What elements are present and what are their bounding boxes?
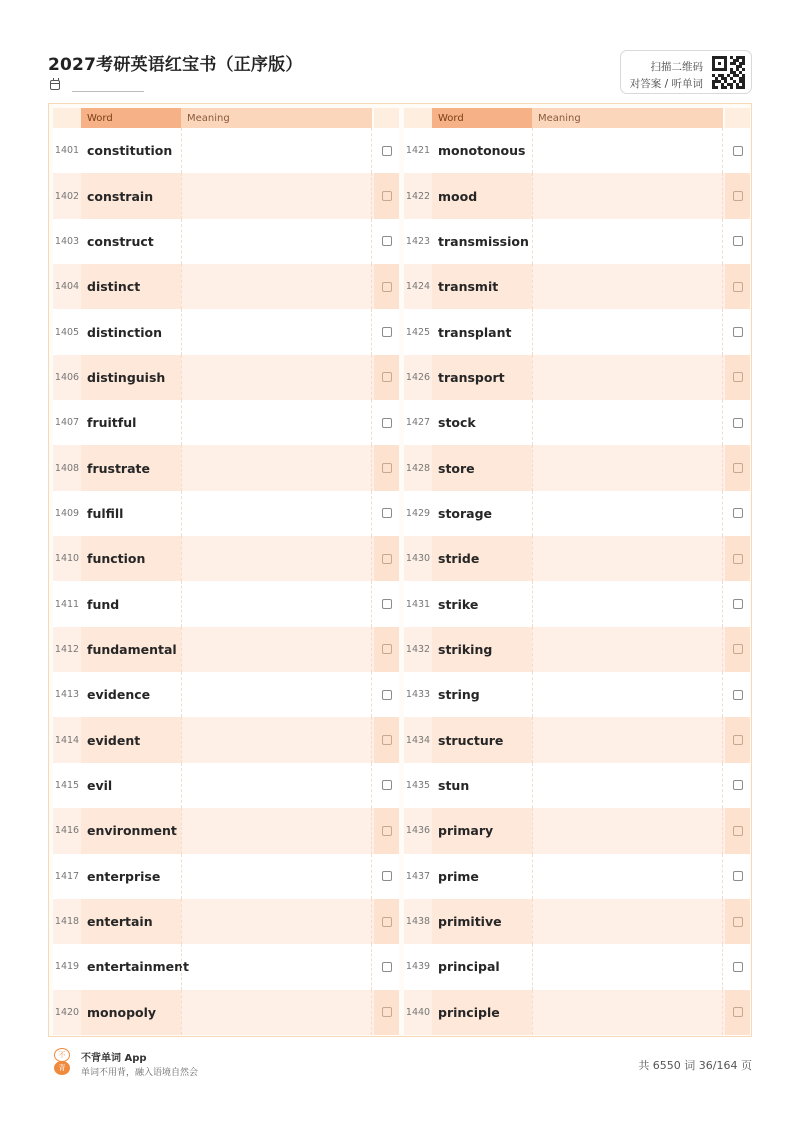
meaning-cell[interactable] [181, 763, 372, 808]
checkbox-icon[interactable] [733, 191, 743, 201]
header-meaning: Meaning [181, 108, 372, 128]
word-text: strike [438, 596, 479, 612]
word-text: string [438, 687, 480, 703]
table-row [53, 672, 399, 717]
word-number: 1437 [405, 870, 431, 882]
checkbox-cell[interactable] [374, 128, 399, 173]
checkbox-icon[interactable] [733, 826, 743, 836]
word-number: 1418 [54, 916, 80, 928]
checkbox-icon[interactable] [382, 463, 392, 473]
checkbox-cell[interactable] [725, 944, 750, 989]
checkbox-icon[interactable] [733, 554, 743, 564]
meaning-cell[interactable] [181, 808, 372, 853]
checkbox-icon[interactable] [382, 508, 392, 518]
header-number-cell [53, 108, 81, 128]
meaning-cell[interactable] [181, 219, 372, 264]
word-number: 1436 [405, 825, 431, 837]
checkbox-cell[interactable] [374, 899, 399, 944]
meaning-cell[interactable] [181, 400, 372, 445]
table-row [53, 990, 399, 1035]
word-text: stun [438, 777, 470, 793]
checkbox-cell[interactable] [725, 627, 750, 672]
word-text: monotonous [438, 143, 526, 159]
table-row [53, 717, 399, 762]
checkbox-cell[interactable] [725, 219, 750, 264]
meaning-cell[interactable] [181, 990, 372, 1035]
checkbox-cell[interactable] [374, 264, 399, 309]
checkbox-icon[interactable] [733, 644, 743, 654]
table-row [53, 400, 399, 445]
checkbox-icon[interactable] [382, 418, 392, 428]
checkbox-icon[interactable] [382, 282, 392, 292]
checkbox-icon[interactable] [733, 282, 743, 292]
word-text: frustrate [81, 445, 181, 490]
checkbox-cell[interactable] [725, 128, 750, 173]
checkbox-cell[interactable] [725, 400, 750, 445]
word-text: constitution [87, 143, 173, 159]
meaning-cell[interactable] [532, 899, 723, 944]
word-number: 1427 [405, 417, 431, 429]
word-text: construct [87, 233, 154, 249]
meaning-cell[interactable] [532, 944, 723, 989]
word-number: 1402 [54, 190, 80, 202]
checkbox-icon[interactable] [733, 917, 743, 927]
qr-code-icon[interactable] [712, 56, 745, 89]
checkbox-cell[interactable] [374, 990, 399, 1035]
word-number: 1422 [405, 190, 431, 202]
word-number: 1423 [405, 235, 431, 247]
checkbox-cell[interactable] [374, 173, 399, 218]
header-check-cell [725, 108, 750, 128]
table-row [404, 355, 750, 400]
meaning-cell[interactable] [181, 581, 372, 626]
meaning-cell[interactable] [181, 173, 372, 218]
meaning-cell[interactable] [181, 672, 372, 717]
checkbox-cell[interactable] [725, 672, 750, 717]
word-number: 1409 [54, 507, 80, 519]
word-text: entertainment [87, 959, 189, 975]
word-number: 1439 [405, 961, 431, 973]
meaning-cell[interactable] [532, 627, 723, 672]
meaning-cell[interactable] [532, 264, 723, 309]
checkbox-icon[interactable] [733, 1007, 743, 1017]
checkbox-cell[interactable] [725, 536, 750, 581]
meaning-cell[interactable] [181, 309, 372, 354]
table-row [53, 491, 399, 536]
word-text: store [432, 445, 532, 490]
checkbox-icon[interactable] [733, 418, 743, 428]
checkbox-cell[interactable] [725, 808, 750, 853]
checkbox-icon[interactable] [382, 554, 392, 564]
word-number: 1419 [54, 961, 80, 973]
meaning-cell[interactable] [532, 400, 723, 445]
word-number: 1415 [54, 779, 80, 791]
table-row [53, 128, 399, 173]
word-text: fruitful [87, 415, 137, 431]
word-number: 1414 [54, 734, 80, 746]
checkbox-cell[interactable] [374, 672, 399, 717]
meaning-cell[interactable] [181, 899, 372, 944]
word-text: transmit [432, 264, 532, 309]
checkbox-cell[interactable] [725, 990, 750, 1035]
checkbox-cell[interactable] [374, 491, 399, 536]
qr-label-scan: 扫描二维码 [650, 61, 703, 73]
checkbox-icon[interactable] [382, 599, 392, 609]
table-row [53, 581, 399, 626]
word-number: 1425 [405, 326, 431, 338]
word-number: 1417 [54, 870, 80, 882]
word-number: 1405 [54, 326, 80, 338]
word-text: principle [432, 990, 532, 1035]
word-number: 1432 [405, 643, 431, 655]
table-row [404, 264, 750, 309]
word-text: fund [87, 596, 120, 612]
table-row [53, 899, 399, 944]
checkbox-icon[interactable] [733, 599, 743, 609]
word-text: stride [432, 536, 532, 581]
table-row [404, 808, 750, 853]
word-text: principal [438, 959, 500, 975]
word-text: enterprise [87, 868, 161, 884]
app-name: 不背单词 App [81, 1053, 147, 1064]
table-row [53, 808, 399, 853]
qr-label-answers: 对答案 / 听单词 [629, 78, 703, 90]
word-number: 1440 [405, 1006, 431, 1018]
logo-top: 不 [54, 1048, 70, 1062]
checkbox-cell[interactable] [374, 944, 399, 989]
word-number: 1421 [405, 145, 431, 157]
checkbox-icon[interactable] [382, 690, 392, 700]
word-text: stock [438, 415, 476, 431]
word-text: distinguish [81, 355, 181, 400]
table-row [404, 219, 750, 264]
vocab-column-left [53, 108, 399, 1035]
checkbox-cell[interactable] [725, 173, 750, 218]
checkbox-icon[interactable] [733, 372, 743, 382]
word-number: 1424 [405, 281, 431, 293]
word-number: 1433 [405, 689, 431, 701]
table-row [404, 990, 750, 1035]
word-number: 1420 [54, 1006, 80, 1018]
word-number: 1406 [54, 371, 80, 383]
checkbox-cell[interactable] [374, 763, 399, 808]
checkbox-icon[interactable] [382, 826, 392, 836]
word-text: distinction [87, 324, 162, 340]
word-text: transplant [438, 324, 512, 340]
meaning-cell[interactable] [532, 854, 723, 899]
word-text: monopoly [81, 990, 181, 1035]
meaning-cell[interactable] [532, 445, 723, 490]
word-number: 1408 [54, 462, 80, 474]
checkbox-icon[interactable] [733, 236, 743, 246]
meaning-cell[interactable] [532, 309, 723, 354]
right-rows [404, 128, 750, 1035]
word-text: fulfill [87, 505, 124, 521]
word-text: structure [432, 717, 532, 762]
word-text: environment [81, 808, 181, 853]
vocab-table-frame [48, 103, 752, 1037]
table-row [404, 581, 750, 626]
checkbox-icon[interactable] [382, 327, 392, 337]
meaning-cell[interactable] [532, 491, 723, 536]
checkbox-cell[interactable] [725, 355, 750, 400]
word-text: storage [438, 505, 493, 521]
checkbox-icon[interactable] [382, 372, 392, 382]
table-row [53, 219, 399, 264]
word-text: evidence [87, 687, 151, 703]
calendar-icon [50, 80, 60, 90]
meaning-cell[interactable] [532, 763, 723, 808]
word-number: 1407 [54, 417, 80, 429]
meaning-cell[interactable] [181, 355, 372, 400]
checkbox-cell[interactable] [374, 536, 399, 581]
table-row [404, 944, 750, 989]
word-number: 1435 [405, 779, 431, 791]
word-text: evident [81, 717, 181, 762]
word-number: 1438 [405, 916, 431, 928]
checkbox-cell[interactable] [374, 400, 399, 445]
checkbox-cell[interactable] [374, 219, 399, 264]
meaning-cell[interactable] [181, 264, 372, 309]
checkbox-icon[interactable] [733, 146, 743, 156]
table-header [404, 108, 750, 128]
word-text: transmission [438, 233, 529, 249]
checkbox-cell[interactable] [374, 445, 399, 490]
table-row [404, 400, 750, 445]
date-field[interactable] [50, 80, 150, 94]
word-text: fundamental [81, 627, 181, 672]
checkbox-icon[interactable] [733, 871, 743, 881]
table-row [53, 173, 399, 218]
table-row [53, 309, 399, 354]
checkbox-icon[interactable] [733, 463, 743, 473]
table-row [404, 899, 750, 944]
word-number: 1403 [54, 235, 80, 247]
page-title: 2027考研英语红宝书（正序版） [48, 55, 303, 75]
app-logo-icon [52, 1048, 72, 1076]
word-number: 1429 [405, 507, 431, 519]
meaning-cell[interactable] [181, 491, 372, 536]
word-number: 1428 [405, 462, 431, 474]
checkbox-icon[interactable] [382, 871, 392, 881]
checkbox-cell[interactable] [725, 445, 750, 490]
checkbox-cell[interactable] [374, 854, 399, 899]
checkbox-cell[interactable] [374, 717, 399, 762]
word-number: 1410 [54, 553, 80, 565]
meaning-cell[interactable] [181, 717, 372, 762]
date-underline [72, 91, 144, 92]
word-number: 1404 [54, 281, 80, 293]
header-word: Word [81, 108, 181, 128]
checkbox-cell[interactable] [725, 264, 750, 309]
word-text: prime [438, 868, 479, 884]
table-row [53, 763, 399, 808]
header-number-cell [404, 108, 432, 128]
meaning-cell[interactable] [532, 355, 723, 400]
table-row [53, 445, 399, 490]
word-number: 1426 [405, 371, 431, 383]
checkbox-icon[interactable] [382, 191, 392, 201]
word-number: 1430 [405, 553, 431, 565]
checkbox-icon[interactable] [733, 735, 743, 745]
checkbox-icon[interactable] [733, 508, 743, 518]
word-text: evil [87, 777, 113, 793]
vocab-column-right [404, 108, 750, 1035]
meaning-cell[interactable] [532, 808, 723, 853]
table-header [53, 108, 399, 128]
word-text: function [81, 536, 181, 581]
checkbox-icon[interactable] [382, 1007, 392, 1017]
word-text: mood [432, 173, 532, 218]
meaning-cell[interactable] [532, 536, 723, 581]
meaning-cell[interactable] [532, 581, 723, 626]
table-row [404, 309, 750, 354]
checkbox-icon[interactable] [382, 962, 392, 972]
meaning-cell[interactable] [181, 627, 372, 672]
table-row [404, 491, 750, 536]
meaning-cell[interactable] [181, 445, 372, 490]
table-row [53, 854, 399, 899]
table-row [53, 627, 399, 672]
checkbox-cell[interactable] [725, 854, 750, 899]
checkbox-icon[interactable] [382, 146, 392, 156]
checkbox-cell[interactable] [374, 627, 399, 672]
app-slogan: 单词不用背，融入语境自然会 [81, 1068, 199, 1078]
checkbox-cell[interactable] [725, 899, 750, 944]
word-number: 1431 [405, 598, 431, 610]
header-word: Word [432, 108, 532, 128]
table-row [404, 445, 750, 490]
word-number: 1413 [54, 689, 80, 701]
checkbox-cell[interactable] [374, 808, 399, 853]
word-number: 1416 [54, 825, 80, 837]
table-row [404, 627, 750, 672]
word-text: striking [432, 627, 532, 672]
table-row [53, 944, 399, 989]
checkbox-icon[interactable] [382, 917, 392, 927]
meaning-cell[interactable] [532, 219, 723, 264]
qr-card[interactable] [620, 50, 752, 94]
table-row [53, 355, 399, 400]
word-text: transport [432, 355, 532, 400]
checkbox-cell[interactable] [725, 491, 750, 536]
meaning-cell[interactable] [532, 128, 723, 173]
left-rows [53, 128, 399, 1035]
meaning-cell[interactable] [181, 854, 372, 899]
word-number: 1411 [54, 598, 80, 610]
meaning-cell[interactable] [181, 128, 372, 173]
table-row [404, 536, 750, 581]
table-row [404, 173, 750, 218]
checkbox-cell[interactable] [374, 355, 399, 400]
table-row [53, 536, 399, 581]
word-text: constrain [81, 173, 181, 218]
checkbox-icon[interactable] [382, 236, 392, 246]
word-text: primary [432, 808, 532, 853]
meaning-cell[interactable] [532, 173, 723, 218]
checkbox-icon[interactable] [733, 327, 743, 337]
checkbox-cell[interactable] [374, 309, 399, 354]
checkbox-icon[interactable] [382, 735, 392, 745]
checkbox-cell[interactable] [725, 717, 750, 762]
meaning-cell[interactable] [532, 717, 723, 762]
meaning-cell[interactable] [181, 536, 372, 581]
checkbox-cell[interactable] [725, 309, 750, 354]
table-row [404, 672, 750, 717]
table-row [404, 854, 750, 899]
meaning-cell[interactable] [532, 672, 723, 717]
table-row [404, 717, 750, 762]
page-info: 共 6550 词 36/164 页 [638, 1059, 752, 1072]
table-row [53, 264, 399, 309]
checkbox-icon[interactable] [733, 690, 743, 700]
checkbox-cell[interactable] [374, 581, 399, 626]
word-text: distinct [81, 264, 181, 309]
table-row [404, 763, 750, 808]
word-text: primitive [432, 899, 532, 944]
word-text: entertain [81, 899, 181, 944]
table-row [404, 128, 750, 173]
word-number: 1434 [405, 734, 431, 746]
header-meaning: Meaning [532, 108, 723, 128]
checkbox-cell[interactable] [725, 763, 750, 808]
checkbox-cell[interactable] [725, 581, 750, 626]
checkbox-icon[interactable] [733, 780, 743, 790]
word-number: 1401 [54, 145, 80, 157]
logo-bottom: 背 [54, 1061, 70, 1075]
checkbox-icon[interactable] [382, 780, 392, 790]
header-check-cell [374, 108, 399, 128]
checkbox-icon[interactable] [382, 644, 392, 654]
meaning-cell[interactable] [532, 990, 723, 1035]
checkbox-icon[interactable] [733, 962, 743, 972]
word-number: 1412 [54, 643, 80, 655]
meaning-cell[interactable] [181, 944, 372, 989]
